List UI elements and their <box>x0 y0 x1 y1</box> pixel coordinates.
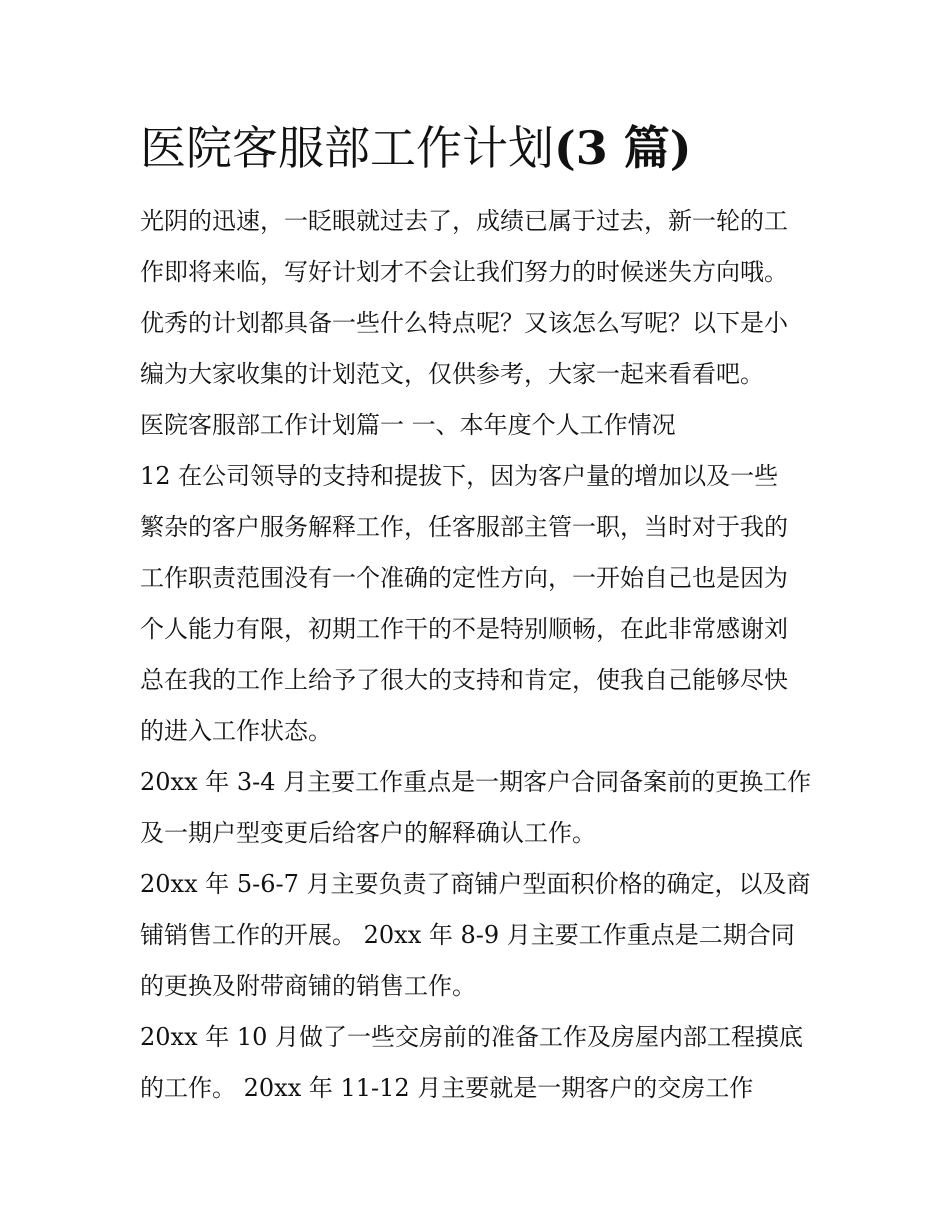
text-line: 的工作。 20xx 年 11-12 月主要就是一期客户的交房工作 <box>140 1074 754 1102</box>
text-line: 总在我的工作上给予了很大的支持和肯定，使我自己能够尽快 <box>140 666 788 694</box>
text-line: 编为大家收集的计划范文，仅供参考，大家一起来看看吧。 <box>140 360 764 388</box>
text-line: 作即将来临，写好计划才不会让我们努力的时候迷失方向哦。 <box>140 258 788 286</box>
text-line: 工作职责范围没有一个准确的定性方向，一开始自己也是因为 <box>140 564 788 592</box>
title-main: 医院客服部工作计划 <box>140 121 554 175</box>
title-suffix: (3 篇) <box>554 121 692 175</box>
text-line: 的更换及附带商铺的销售工作。 <box>140 972 476 1000</box>
document-body <box>140 196 820 1114</box>
text-line: 12 在公司领导的支持和提拔下，因为客户量的增加以及一些 <box>140 462 779 490</box>
text-line: 20xx 年 5-6-7 月主要负责了商铺户型面积价格的确定，以及商 <box>140 870 811 898</box>
text-line: 及一期户型变更后给客户的解释确认工作。 <box>140 819 596 847</box>
text-line: 20xx 年 10 月做了一些交房前的准备工作及房屋内部工程摸底 <box>140 1023 804 1051</box>
text-line: 繁杂的客户服务解释工作，任客服部主管一职，当时对于我的 <box>140 513 788 541</box>
text-line: 铺销售工作的开展。 20xx 年 8-9 月主要工作重点是二期合同 <box>140 921 795 949</box>
text-line: 20xx 年 3-4 月主要工作重点是一期客户合同备案前的更换工作 <box>140 768 812 796</box>
text-line: 光阴的迅速，一眨眼就过去了，成绩已属于过去，新一轮的工 <box>140 207 788 235</box>
text-line: 个人能力有限，初期工作干的不是特别顺畅，在此非常感谢刘 <box>140 615 788 643</box>
text-line: 的进入工作状态。 <box>140 717 332 745</box>
text-line: 优秀的计划都具备一些什么特点呢？又该怎么写呢？以下是小 <box>140 309 788 337</box>
page-title <box>140 116 692 180</box>
section-heading: 医院客服部工作计划篇一 一、本年度个人工作情况 <box>140 411 676 439</box>
